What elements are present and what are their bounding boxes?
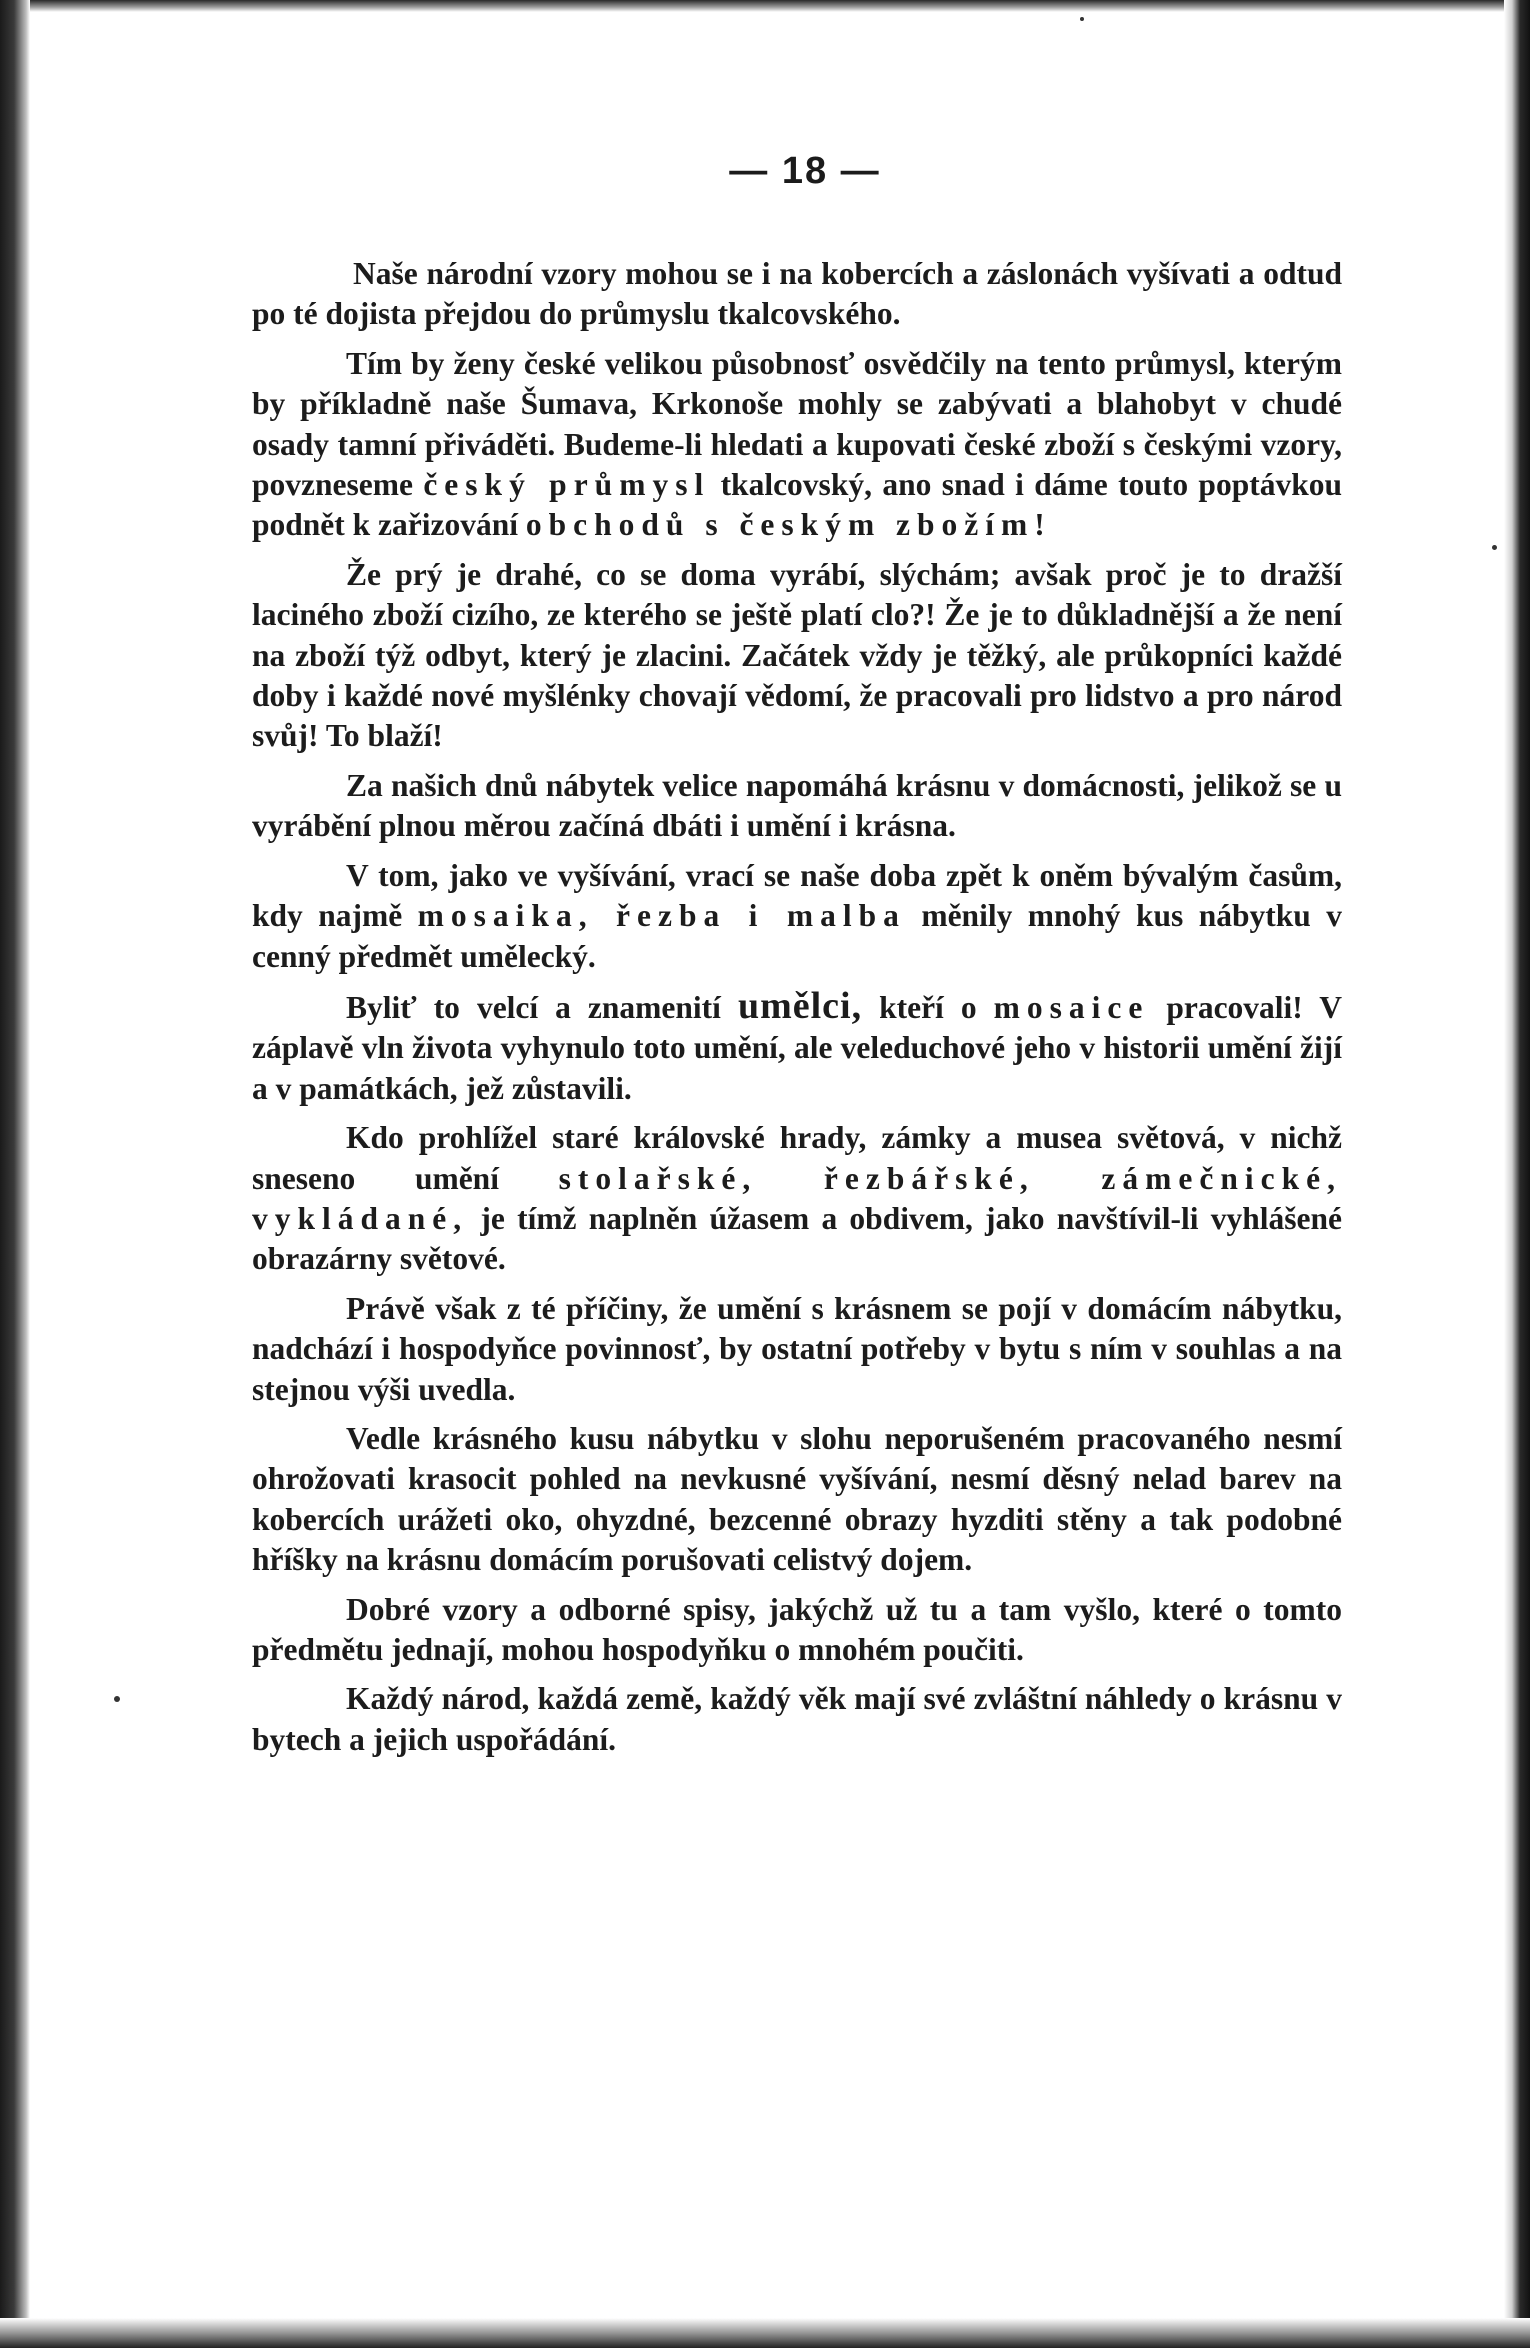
- scan-edge-top: [0, 0, 1530, 12]
- paragraph: [252, 1118, 1342, 1280]
- emphasis-text: mosaice: [993, 989, 1150, 1025]
- paragraph: [252, 856, 1342, 977]
- dust-speck: [1080, 17, 1084, 21]
- paragraph: Vedle krásného kusu nábytku v slohu neporušeném pracovaného nesmí ohrožovati krasocit pohled na nevkusné vyšívání, nesmí děsný nelad barev na kobercích urážeti oko, ohyzdné, bezcenné obrazy hyzditi stěny a tak podobné hříšky na krásnu domácím porušovati celistvý dojem.: [252, 1420, 1342, 1578]
- emphasis-text: stolařské, řezbářské, zámečnické, vykládané,: [252, 1160, 1342, 1236]
- paragraph: Že prý je drahé, co se doma vyrábí, slýchám; avšak proč je to dražší laciného zboží cizího, ze kterého se ještě platí clo?! Že je to důkladnější a že není na zboží týž odbyt, který je zlacini. Začátek vždy je těžký, ale průkopníci každé doby i každé nové myšlénky chovají vědomí, že pracovali pro lidstvo a pro národ svůj! To blaží!: [252, 556, 1342, 754]
- text-run: měnily mnohý kus nábytku v cenný předmět umělecký.: [252, 898, 1342, 974]
- paragraph: [252, 986, 1342, 1109]
- emphasis-word: umělci,: [737, 984, 863, 1027]
- text-run: Kdo prohlížel staré královské hrady, zámky a musea světová, v nichž sneseno umění: [252, 1120, 1342, 1196]
- paragraph: Dobré vzory a odborné spisy, jakýchž už tu a tam vyšlo, které o tomto předmětu jednají, mohou hospodyňku o mnohém poučiti.: [252, 1591, 1342, 1667]
- text-run: Byliť to velcí a znamenití: [346, 989, 738, 1025]
- dust-speck: [1492, 545, 1497, 550]
- emphasis-text: mosaika, řezba i malba: [417, 898, 906, 934]
- paragraph: Právě však z té příčiny, že umění s krásnem se pojí v domácím nábytku, nadchází i hospodyňce povinnosť, by ostatní potřeby v bytu s ním v souhlas a na stejnou výši uvedla.: [252, 1290, 1342, 1407]
- paragraph: Za našich dnů nábytek velice napomáhá krásnu v domácnosti, jelikož se u vyrábění plnou měrou začíná dbáti i umění i krásna.: [252, 767, 1342, 844]
- text-run: tkalcovský, ano snad i dáme touto poptávkou podnět k zařizování: [252, 467, 1342, 543]
- text-run: kteří o: [862, 989, 994, 1025]
- text-run: V tom, jako ve vyšívání, vrací se naše doba zpět k oněm bývalým časům, kdy najmě: [252, 857, 1342, 934]
- paragraph: Každý národ, každá země, každý věk mají své zvláštní náhledy o krásnu v bytech a jejich uspořádání.: [252, 1681, 1342, 1757]
- emphasis-text: obchodů s českým zbožím!: [525, 507, 1052, 543]
- page-number: — 18 —: [729, 150, 881, 192]
- text-run: pracovali! V záplavě vln života vyhynulo toto umění, ale veleduchové jeho v historii umění žijí a v památkách, jež zůstavili.: [252, 989, 1342, 1106]
- scan-edge-bottom: [0, 2318, 1530, 2348]
- dust-speck: [114, 1696, 120, 1702]
- paragraph: [252, 344, 1342, 546]
- paragraph: Naše národní vzory mohou se i na kobercích a záslonách vyšívati a odtud po té dojista přejdou do průmyslu tkalcovského.: [252, 256, 1342, 332]
- text-run: je tímž naplněn úžasem a obdivem, jako navštívil-li vyhlášené obrazárny světové.: [252, 1200, 1342, 1277]
- scan-edge-left: [0, 0, 30, 2348]
- emphasis-text: český průmysl: [423, 467, 711, 503]
- text-run: Tím by ženy české velikou působnosť osvědčily na tento průmysl, kterým by příkladně naše Šumava, Krkonoše mohly se zabývati a blahobyt v chudé osady tamní přiváděti. Budeme-li hledati a kupovati české zboží s českými vzory, povzneseme: [252, 345, 1342, 503]
- body-text: [252, 254, 1342, 1769]
- scan-edge-right: [1504, 0, 1530, 2348]
